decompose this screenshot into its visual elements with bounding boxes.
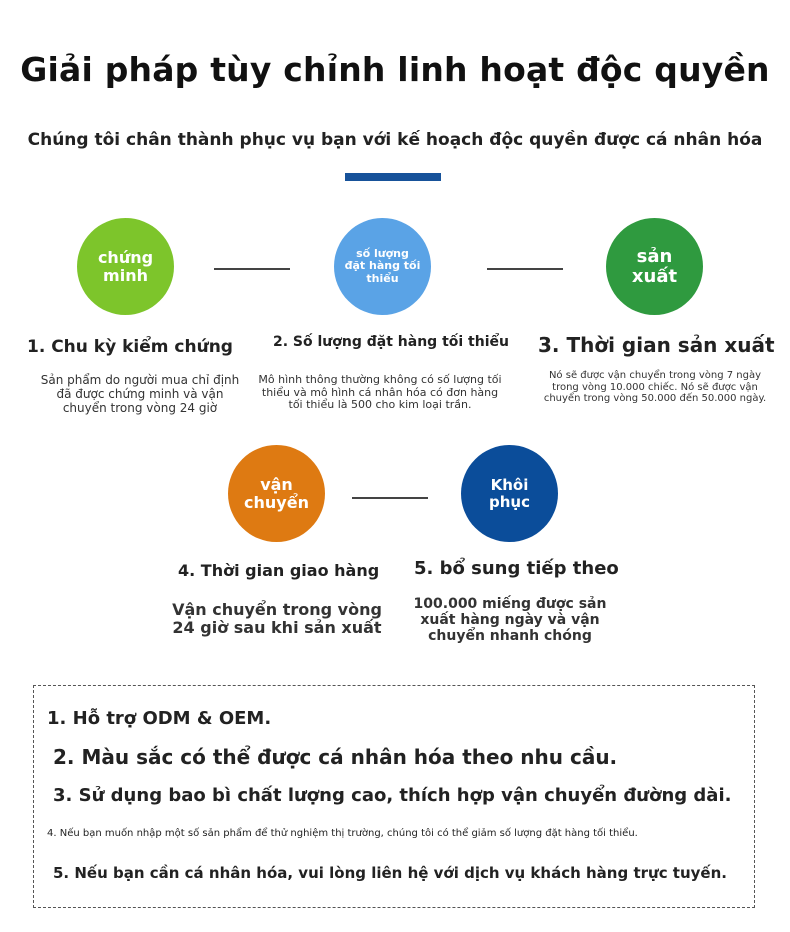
connector-4-5 bbox=[352, 497, 428, 499]
step-1-circle-label: chứng minh bbox=[97, 247, 154, 285]
note-4: 4. Nếu bạn muốn nhập một số sản phẩm để thử nghiệm thị trường, chúng tôi có thể giảm số lượng đặt hàng tối thiểu. bbox=[47, 828, 638, 839]
step-1-title: 1. Chu kỳ kiểm chứng bbox=[27, 337, 233, 357]
page-title: Giải pháp tùy chỉnh linh hoạt độc quyền bbox=[20, 50, 770, 89]
connector-1-2 bbox=[214, 268, 290, 270]
step-5-title: 5. bổ sung tiếp theo bbox=[414, 558, 619, 579]
step-2-circle-label: số lượng đặt hàng tối thiểu bbox=[344, 247, 421, 285]
note-3: 3. Sử dụng bao bì chất lượng cao, thích hợp vận chuyển đường dài. bbox=[53, 785, 732, 806]
step-1-desc: Sản phẩm do người mua chỉ định đã được chứng minh và vận chuyển trong vòng 24 giờ bbox=[40, 373, 240, 415]
step-4-title: 4. Thời gian giao hàng bbox=[178, 561, 380, 580]
note-2: 2. Màu sắc có thể được cá nhân hóa theo nhu cầu. bbox=[53, 745, 618, 769]
step-4-circle-label: vận chuyển bbox=[244, 474, 309, 512]
step-2-circle bbox=[334, 218, 431, 315]
step-5-circle-label: Khôi phục bbox=[489, 476, 530, 511]
connector-2-3 bbox=[487, 268, 563, 270]
step-1-circle bbox=[77, 218, 174, 315]
step-3-title: 3. Thời gian sản xuất bbox=[538, 333, 775, 357]
step-2-desc: Mô hình thông thường không có số lượng tối thiểu và mô hình cá nhân hóa có đơn hàng tối thiểu là 500 cho kim loại trần. bbox=[258, 373, 502, 412]
title-underline bbox=[345, 173, 441, 181]
note-1: 1. Hỗ trợ ODM & OEM. bbox=[47, 708, 272, 729]
step-3-circle-label: sản xuất bbox=[631, 245, 678, 287]
step-4-circle bbox=[228, 445, 325, 542]
page-subtitle: Chúng tôi chân thành phục vụ bạn với kế hoạch độc quyền được cá nhân hóa bbox=[27, 130, 763, 150]
step-3-circle bbox=[606, 218, 703, 315]
step-3-desc: Nó sẽ được vận chuyển trong vòng 7 ngày trong vòng 10.000 chiếc. Nó sẽ được vận chuyển trong vòng 50.000 đến 50.000 ngày. bbox=[543, 370, 767, 404]
note-5: 5. Nếu bạn cần cá nhân hóa, vui lòng liên hệ với dịch vụ khách hàng trực tuyến. bbox=[53, 864, 727, 882]
step-5-circle bbox=[461, 445, 558, 542]
step-4-desc: Vận chuyển trong vòng 24 giờ sau khi sản xuất bbox=[172, 600, 382, 638]
step-5-desc: 100.000 miếng được sản xuất hàng ngày và vận chuyển nhanh chóng bbox=[413, 596, 607, 645]
step-2-title: 2. Số lượng đặt hàng tối thiểu bbox=[273, 334, 509, 350]
